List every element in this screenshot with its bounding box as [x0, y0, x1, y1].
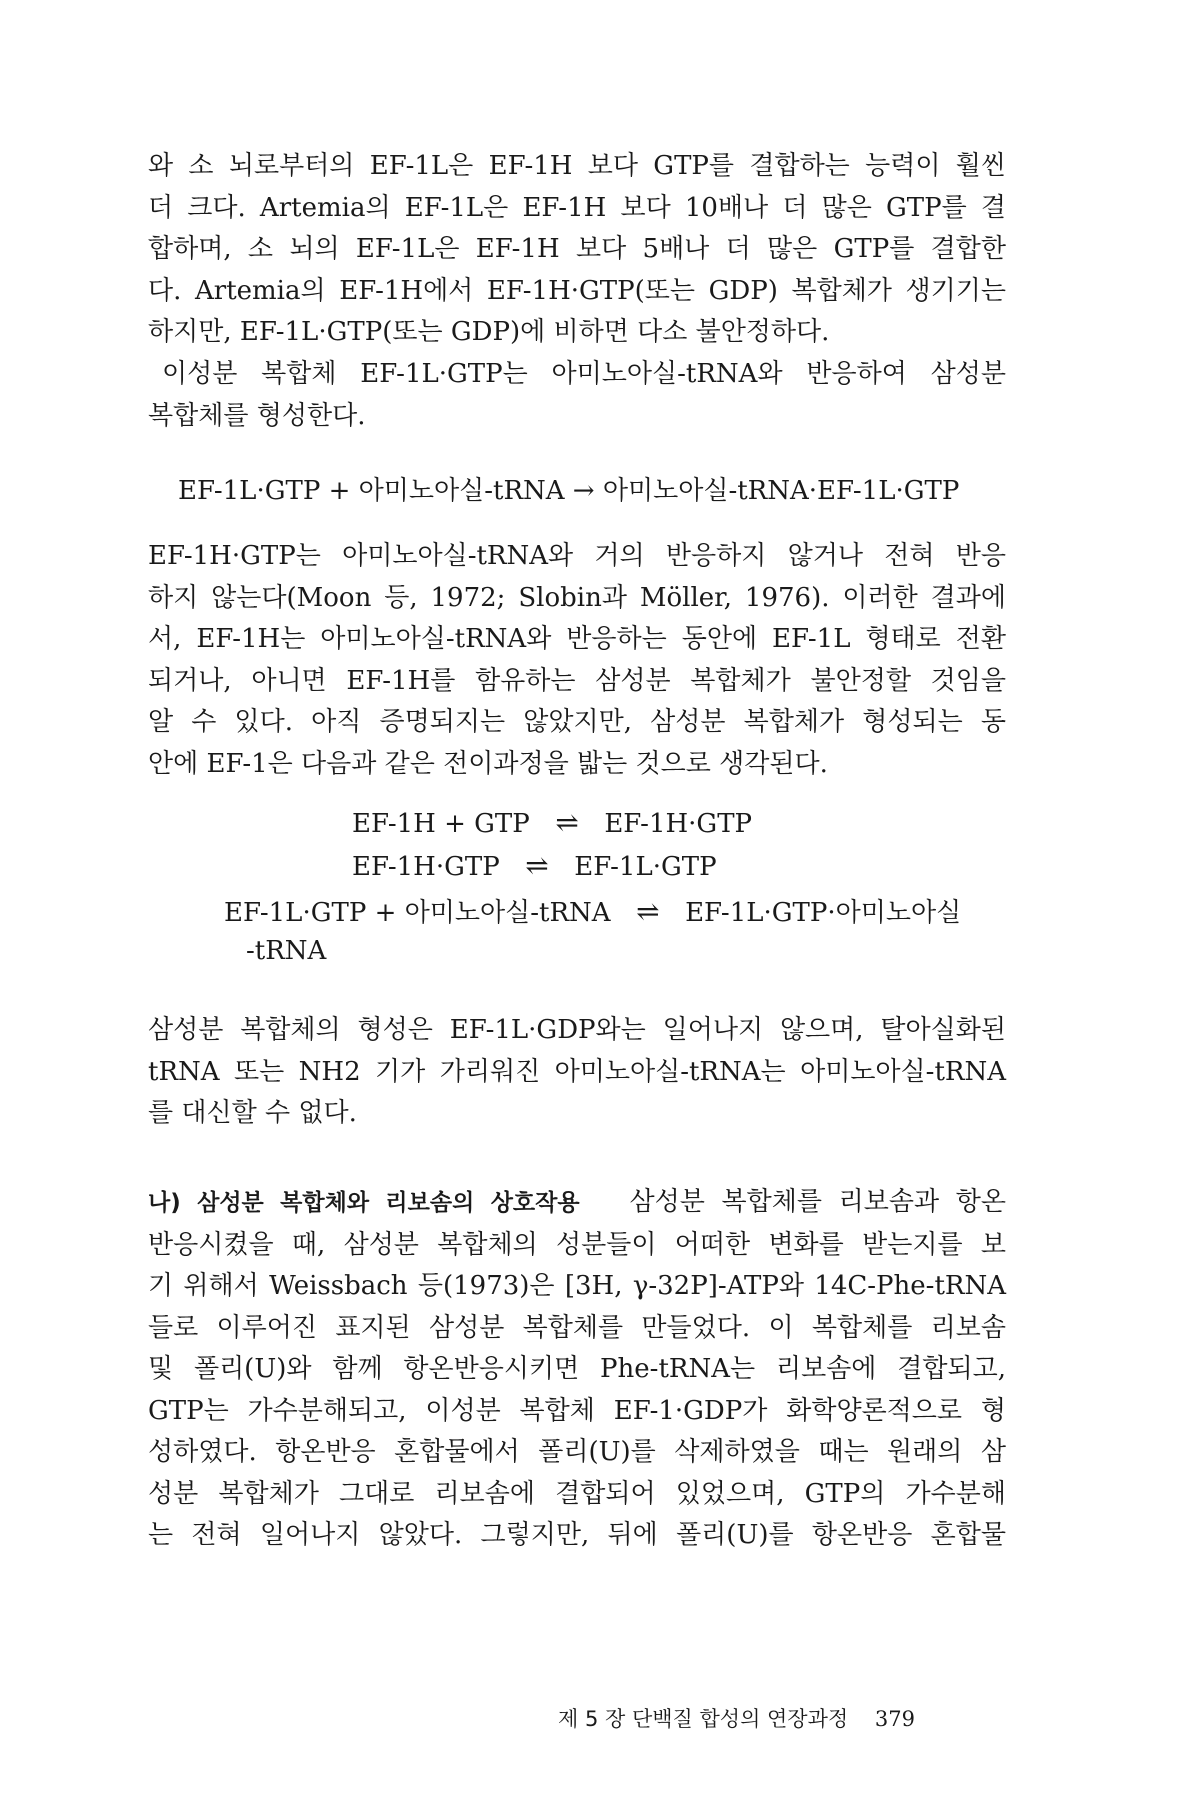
equation-c: [224, 892, 961, 929]
section-line-4: 들로 이루어진 표지된 삼성분 복합체를 만들었다. 이 복합체를 리보솜: [148, 1312, 1006, 1343]
section-line-1-text: 삼성분 복합체를 리보솜과 항온: [629, 1187, 1006, 1217]
p4-line-2: tRNA 또는 NH2 기가 가리워진 아미노아실-tRNA는 아미노아실-tRNA: [148, 1056, 1006, 1087]
p3-line-5: 알 수 있다. 아직 증명되지는 않았지만, 삼성분 복합체가 형성되는 동: [148, 707, 1006, 737]
page-number: 379: [874, 1707, 915, 1731]
section-line-3: 기 위해서 Weissbach 등(1973)은 [3H, γ-32P]-ATP와 14C-Phe-tRNA: [148, 1271, 1006, 1301]
p1-line-1: 와 소 뇌로부터의 EF-1L은 EF-1H 보다 GTP를 결합하는 능력이 훨씬: [148, 151, 1006, 181]
equation-aminoacyl-complex: EF-1L·GTP + 아미노아실-tRNA → 아미노아실-tRNA·EF-1L·GTP: [178, 476, 960, 506]
equilibrium-arrow-icon: ⇌: [555, 806, 579, 839]
equation-b: [352, 849, 717, 882]
section-line-5: 및 폴리(U)와 함께 항온반응시키면 Phe-tRNA는 리보솜에 결합되고,: [148, 1354, 1006, 1384]
p2-line-2: 복합체를 형성한다.: [148, 400, 366, 431]
p3-line-3: 서, EF-1H는 아미노아실-tRNA와 반응하는 동안에 EF-1L 형태로 전환: [148, 624, 1006, 654]
p1-line-5: 하지만, EF-1L·GTP(또는 GDP)에 비하면 다소 불안정하다.: [148, 317, 830, 347]
section-line-9: 는 전혀 일어나지 않았다. 그렇지만, 뒤에 폴리(U)를 항온반응 혼합물: [148, 1520, 1006, 1550]
equation-a: [352, 806, 752, 839]
p1-line-4: 다. Artemia의 EF-1H에서 EF-1H·GTP(또는 GDP) 복합체가 생기기는: [148, 275, 1006, 306]
p3-line-2: 하지 않는다(Moon 등, 1972; Slobin과 Möller, 1976). 이러한 결과에: [148, 582, 1006, 613]
section-line-8: 성분 복합체가 그대로 리보솜에 결합되어 있었으며, GTP의 가수분해: [148, 1478, 1006, 1509]
equation-c-continued: -tRNA: [246, 936, 327, 966]
section-line-2: 반응시켰을 때, 삼성분 복합체의 성분들이 어떠한 변화를 받는지를 보: [148, 1229, 1006, 1260]
paragraph-1: [148, 146, 1006, 354]
paragraph-3: [148, 536, 1006, 785]
p4-line-1: 삼성분 복합체의 형성은 EF-1L·GDP와는 일어나지 않으며, 탈아실화된: [148, 1015, 1006, 1045]
p4-line-3: 를 대신할 수 없다.: [148, 1098, 357, 1128]
p3-line-1: EF-1H·GTP는 아미노아실-tRNA와 거의 반응하지 않거나 전혀 반응: [148, 541, 1006, 571]
p1-line-3: 합하며, 소 뇌의 EF-1L은 EF-1H 보다 5배나 더 많은 GTP를 결합한: [148, 234, 1006, 264]
p2-line-1: 이성분 복합체 EF-1L·GTP는 아미노아실-tRNA와 반응하여 삼성분: [162, 359, 1006, 389]
paragraph-2: [148, 354, 1006, 437]
equilibrium-arrow-icon: ⇌: [636, 895, 660, 928]
eq-b-left: EF-1H·GTP: [352, 852, 500, 882]
eq-a-right: EF-1H·GTP: [604, 809, 753, 839]
equilibrium-arrow-icon: ⇌: [525, 849, 549, 882]
chapter-title: 제 5 장 단백질 합성의 연장과정: [558, 1707, 849, 1731]
section-line-6: GTP는 가수분해되고, 이성분 복합체 EF-1·GDP가 화학양론적으로 형: [148, 1395, 1006, 1426]
eq-b-right: EF-1L·GTP: [574, 852, 717, 882]
p3-line-6: 안에 EF-1은 다음과 같은 전이과정을 밟는 것으로 생각된다.: [148, 748, 828, 779]
p3-line-4: 되거나, 아니면 EF-1H를 함유하는 삼성분 복합체가 불안정할 것임을: [148, 665, 1006, 696]
section-line-7: 성하였다. 항온반응 혼합물에서 폴리(U)를 삭제하였을 때는 원래의 삼: [148, 1437, 1006, 1467]
section-line-1: [148, 1182, 1006, 1225]
eq-c-left: EF-1L·GTP + 아미노아실-tRNA: [224, 898, 611, 928]
p1-line-2: 더 크다. Artemia의 EF-1L은 EF-1H 보다 10배나 더 많은 GTP를 결: [148, 192, 1006, 223]
eq-a-left: EF-1H + GTP: [352, 809, 530, 839]
page-footer: [558, 1703, 915, 1733]
paragraph-4: [148, 1010, 1006, 1135]
eq-c-right: EF-1L·GTP·아미노아실: [685, 898, 962, 928]
section-heading: 나) 삼성분 복합체와 리보솜의 상호작용: [148, 1190, 580, 1216]
section-ternary-ribosome: [148, 1182, 1006, 1557]
